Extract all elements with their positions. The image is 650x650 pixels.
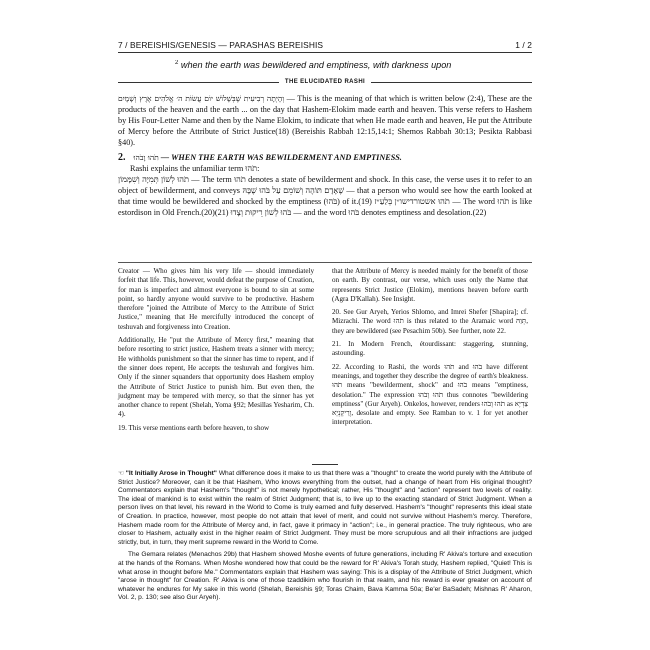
notes-left-column — [118, 267, 314, 437]
insight-paragraph-2: The Gemara relates (Menachos 29b) that Hashem showed Moshe events of future generations, including R' Akiva's torture and execution at the hands of the Romans. When Moshe wondered how that could be the reward for R' Akiva's Torah study, Hashem replied, "Quiet! This is what arose in thought before Me." Commentators explain that Hashem was saying: This is a display of the Attribute of Strict Judgment, which "arose in thought" for Creation. R' Akiva is one of those tzaddikim who flourish in that realm, and his reward is ever greater on account of whatever he endures for My sake in this world (Shelah, Bereishis §9; Toras Chaim, Bava Kamma 50a; Be'er BaSadeh; Mishnas R' Aharon, Vol. 2, p. 130; see also Gur Aryeh). — [118, 551, 532, 602]
rashi-section-heading — [118, 77, 532, 87]
running-header — [118, 40, 532, 50]
insight-section — [118, 470, 532, 607]
insight-paragraph-1 — [118, 470, 532, 547]
rashi-commentary — [118, 93, 532, 218]
note-paragraph: 20. See Gur Aryeh, Yerios Shlomo, and Imrei Shefer [Shapira]; cf. Mizrachi. The word תֹהוּ is thus related to the Aramaic word תְּוַהּ, they are bewildered (see Pesachim 50b). See further, note 22. — [332, 308, 528, 335]
verse-text: when the earth was bewildered and emptiness, with darkness upon — [180, 60, 452, 71]
rashi-paragraph-3: Rashi explains the unfamiliar term תֹהוּ: — [130, 164, 260, 173]
rashi-paragraph-1 — [118, 93, 532, 148]
notes-right-column — [332, 267, 528, 432]
note-paragraph: 19. This verse mentions earth before heaven, to show — [118, 423, 270, 432]
rashi-paragraph-2 — [118, 152, 532, 163]
insight-divider — [312, 464, 338, 465]
rashi-verse-number: 2. — [118, 152, 126, 163]
pointing-hand-icon: ☜ — [118, 470, 124, 477]
verse-number: 2 — [175, 60, 179, 66]
header-page-number: 1 / 2 — [515, 40, 532, 50]
header-rule — [118, 52, 532, 53]
rashi-p2-heading: — WHEN THE EARTH WAS BEWILDERMENT AND EMPTINESS. — [160, 153, 402, 162]
header-title: 7 / BEREISHIS/GENESIS — PARASHAS BEREISHIS — [118, 40, 324, 50]
note-paragraph: 21. In Modern French, étourdissant: staggering, stunning, astounding. — [332, 340, 528, 358]
note-paragraph: Additionally, He "put the Attribute of Mercy first," meaning that before resorting to strict justice, Hashem treats a sinner with mercy; He withholds punishment so that the sinner has time to repent, and if the sinner does repent, He accepts the teshuvah and forgives him. Only if the sinner squanders that opportunity does Hashem employ the Attribute of Strict Justice to punish him. But even then, the judgment may be tempered with mercy, so that the sinner has yet another chance to repent (Shelah, Yoma §92; Mesillas Yesharim, Ch. 4). — [118, 336, 314, 419]
verse-line — [175, 60, 535, 70]
note-paragraph: Creator — Who gives him his very life — should immediately forfeit that life. This, however, would defeat the purpose of Creation, for man is imperfect and almost everyone is bound to sin at some point, so hardly anyone would survive to be productive. Hashem therefore "joined the Attribute of Mercy to the Attribute of Strict Justice," meaning that He mercifully introduced the concept of teshuvah and forgiveness into Creation. — [118, 267, 314, 331]
rashi-p2-hebrew: תֹהוּ וָבֹהוּ — [133, 153, 159, 162]
insight-title: "It Initially Arose in Thought" — [125, 470, 217, 477]
rashi-p1-text: — This is the meaning of that which is written below (2:4), These are the products of the heaven and the earth ... on the day that Hashem-Elokim made earth and heaven. This verse refers to Hashem by His Four-Letter Name and then by the Name Elokim, to indicate that when He made earth and heaven, He put the Attribute of Mercy before the Attribute of Strict Justice(18) (Bereishis Rabbah 12:15,14:1; Shemos Rabbah 30:13; Pesikta Rabbasi §40). — [118, 94, 532, 147]
note-paragraph: that the Attribute of Mercy is needed mainly for the benefit of those on earth. By contrast, our verse, which uses only the Name that represents Strict Justice (Elokim), mentions heaven before earth (Agra D'Kallah). See Insight. — [332, 267, 528, 303]
rashi-paragraph-4: תֹהוּ לְשׁוֹן תְּמִיָּה וְשִׁמָּמוֹן — The term תֹהוּ denotes a state of bewilderment and shock. In this case, the verse uses it to refer to an object of bewilderment, and conveys שֶׁאָדָם תּוֹהֶה וְשׁוֹמֵם עַל בֹּהוּ שֶׁבָּהּ — that a person who would see how the earth looked at that time would be bewildered and shocked by the emptiness (בֹּהוּ) of it.(19) תֹהוּ אשטורדישו״ן בְּלַעַ״ז — The word תֹהוּ is like estordison in Old French.(20)(21) בֹּהוּ לְשׁוֹן רֵיקוּת וְצָדוּ — and the word בֹּהוּ denotes emptiness and desolation.(22) — [118, 175, 533, 217]
note-paragraph: 22. According to Rashi, the words תֹהוּ and בֹהוּ have different meanings, and together they describe the degree of earth's bleakness. תֹהוּ means "bewilderment, shock" and בֹהוּ means "emptiness, desolation." The expression תֹהוּ וָבֹהוּ thus connotes "bewildering emptiness" (Gur Aryeh). Onkelos, however, renders תֹהוּ וָבֹהוּ as צַדְיָא וְרֵיקָנְיָא, desolate and empty. See Ramban to v. 1 for yet another interpretation. — [332, 362, 528, 427]
insight-text-1: What difference does it make to us that there was a "thought" to create the world purely with the Attribute of Strict Justice? Moreover, can it be that Hashem, Who knows everything from the outset, had a change of heart from His original thought? Commentators explain that Hashem's "thought" is not merely hypothetical; rather, His "thought" and "action" represent two levels of reality. The ideal of mankind is to exist within the realm of Strict Judgment; that is, to live up to the exacting standard of Strict Judgment. When a person lives on that level, his reward in the World to Come is truly earned and fully deserved. Hashem's "thought" represents this ideal state of Creation. In practice, however, most people do not attain that level of merit, and could not survive without Hashem's mercy. Therefore, Hashem made room for the Attribute of Mercy and, in fact, gave it primacy in "action"; i.e., in general practice. The truly righteous, who are closer to Hashem, actually exist in the higher realm of Strict Judgment. They must be more scrupulous and all their infractions are judged strictly, but, in turn, they merit supreme reward in the World to Come. — [118, 470, 532, 546]
rashi-p1-hebrew: וְהָיְתָה רְבִיעִית שֶׁבְּשָׁלוֹשׁ יוֹם עֲשׂוֹת ה׳ אֱלֹהִים אֶרֶץ וְשָׁמָיִם — [118, 94, 285, 103]
notes-rule — [118, 262, 532, 263]
rashi-title: THE ELUCIDATED RASHI — [284, 79, 366, 85]
